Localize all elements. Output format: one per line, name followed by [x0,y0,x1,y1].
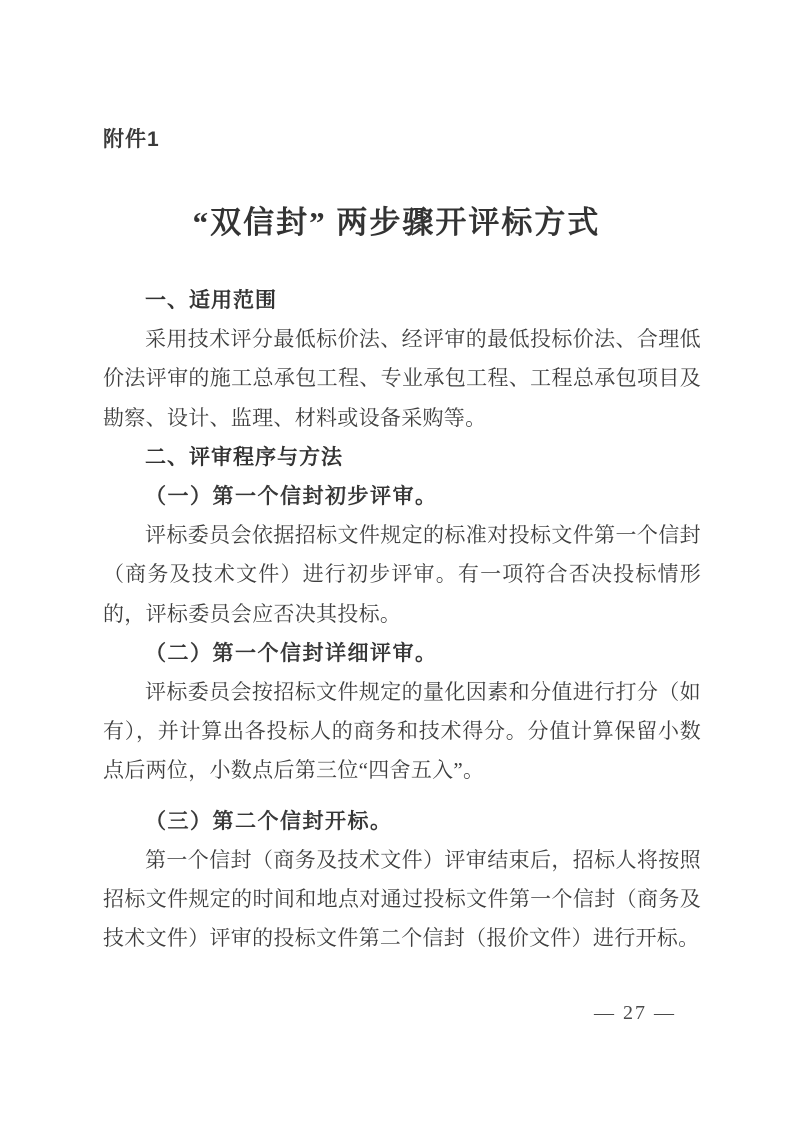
section-heading-procedure: 二、评审程序与方法 [145,445,343,469]
subsection-heading-first-envelope-detailed: （二）第一个信封详细评审。 [145,640,438,665]
first-envelope-preliminary-paragraph: 评标委员会依据招标文件规定的标准对投标文件第一个信封（商务及技术文件）进行初步评审。有一项符合否决投标情形的，评标委员会应否决其投标。 [103,523,701,626]
subsection-heading-first-envelope-preliminary: （一）第一个信封初步评审。 [145,484,438,509]
scope-paragraph: 采用技术评分最低标价法、经评审的最低投标价法、合理低价法评审的施工总承包工程、专业承包工程、工程总承包项目及勘察、设计、监理、材料或设备采购等。 [103,327,701,430]
section-heading-scope: 一、适用范围 [145,289,277,312]
document-body [103,281,701,958]
second-envelope-opening-paragraph: 第一个信封（商务及技术文件）评审结束后，招标人将按照招标文件规定的时间和地点对通过投标文件第一个信封（商务及技术文件）评审的投标文件第二个信封（报价文件）进行开标。 [103,847,701,951]
attachment-label: 附件1 [103,128,160,151]
page-title: “双信封” 两步骤开评标方式 [192,205,601,240]
first-envelope-detailed-paragraph: 评标委员会按招标文件规定的量化因素和分值进行打分（如有），并计算出各投标人的商务和技术得分。分值计算保留小数点后两位，小数点后第三位“四舍五入”。 [103,680,701,783]
subsection-heading-second-envelope-opening: （三）第二个信封开标。 [145,808,393,833]
page-number: — 27 — [594,1002,676,1024]
